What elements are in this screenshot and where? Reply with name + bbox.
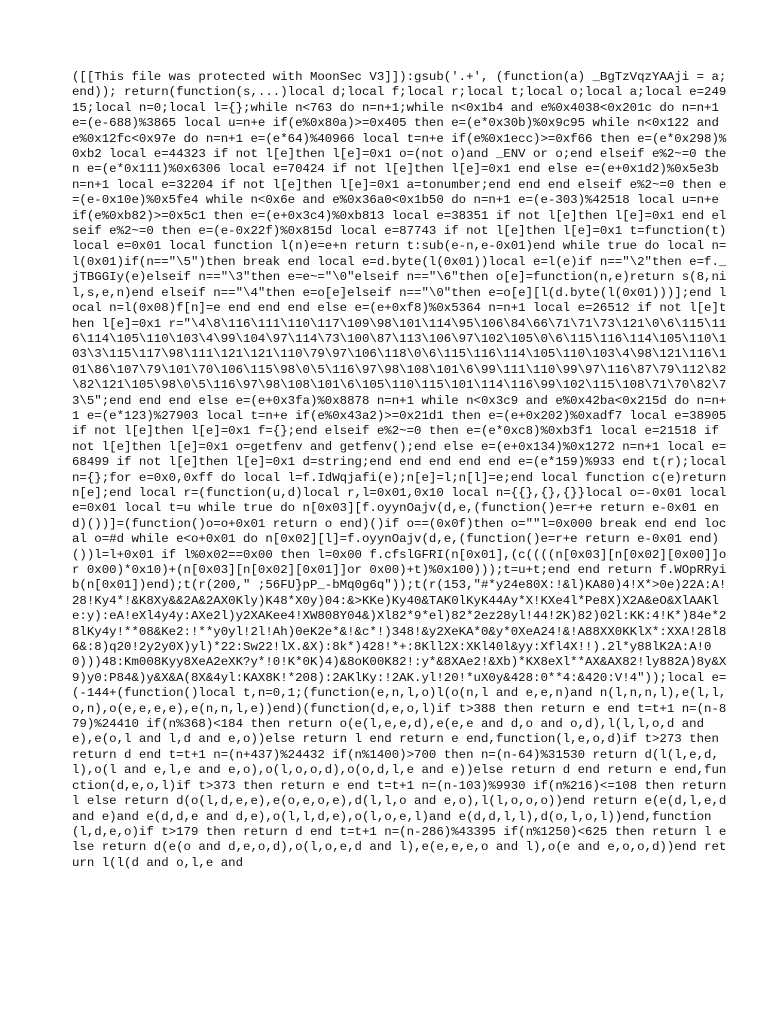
document-page xyxy=(72,70,732,950)
code-text-block: ([[This file was protected with MoonSec V3]]):gsub('.+', (function(a) _BgTzVqzYAAji = a; end)); return(function(s,...)local d;local f;local r;local t;local o;local a;local e=24915;local n=0;local l={};while n<763 do n=n+1;while n<0x1b4 and e%0x4038<0x201c do n=n+1 e=(e-688)%3865 local u=n+e if(e%0x80a)>=0x405 then e=(e*0x30b)%0x9c95 while n<0x122 and e%0x12fc<0x97e do n=n+1 e=(e*64)%40966 local t=n+e if(e%0x1ecc)>=0xf66 then e=(e*0x298)%0xb2 local e=44323 if not l[e]then l[e]=0x1 o=(not o)and _ENV or o;end elseif e%2~=0 then e=(e*0x111)%0x6306 local e=70424 if not l[e]then l[e]=0x1 end else e=(e+0x1d2)%0x5e3b n=n+1 local e=32204 if not l[e]then l[e]=0x1 a=tonumber;end end end elseif e%2~=0 then e=(e-0x10e)%0x5fe4 while n<0x6e and e%0x36a0<0x1b50 do n=n+1 e=(e-303)%42518 local u=n+e if(e%0xb82)>=0x5c1 then e=(e+0x3c4)%0xb813 local e=38351 if not l[e]then l[e]=0x1 end elseif e%2~=0 then e=(e-0x22f)%0x815d local e=87743 if not l[e]then l[e]=0x1 t=function(t)local e=0x01 local function l(n)e=e+n return t:sub(e-n,e-0x01)end while true do local n=l(0x01)if(n=="\5")then break end local e=d.byte(l(0x01))local e=l(e)if n=="\2"then e=f._jTBGGIy(e)elseif n=="\3"then e=e~="\0"elseif n=="\6"then o[e]=function(n,e)return s(8,nil,s,e,n)end elseif n=="\4"then e=o[e]elseif n=="\0"then e=o[e][l(d.byte(l(0x01)))];end local n=l(0x08)f[n]=e end end end else e=(e+0xf8)%0x5364 n=n+1 local e=26512 if not l[e]then l[e]=0x1 r="\4\8\116\111\110\117\109\98\101\114\95\106\84\66\71\71\73\121\0\6\115\116\114\105\110\103\4\99\104\97\114\73\100\87\113\106\97\102\105\0\6\115\116\114\105\110\103\3\115\117\98\111\121\121\110\79\97\106\118\0\6\115\116\114\105\110\103\4\98\121\116\101\86\107\79\101\70\106\115\98\0\5\116\97\98\108\101\6\99\111\110\99\97\116\87\79\112\82\82\121\105\98\0\5\116\97\98\108\101\6\105\110\115\101\114\116\99\102\115\108\71\70\82\73\5";end end end else e=(e+0x3fa)%0x8878 n=n+1 while n<0x3c9 and e%0x42ba<0x215d do n=n+1 e=(e*123)%27903 local t=n+e if(e%0x43a2)>=0x21d1 then e=(e+0x202)%0xadf7 local e=38905 if not l[e]then l[e]=0x1 f={};end elseif e%2~=0 then e=(e*0xc8)%0xb3f1 local e=21518 if not l[e]then l[e]=0x1 o=getfenv and getfenv();end else e=(e+0x134)%0x1272 n=n+1 local e=68499 if not l[e]then l[e]=0x1 d=string;end end end end end e=(e*159)%933 end t(r);local n={};for e=0x0,0xff do local l=f.IdWqjafi(e);n[e]=l;n[l]=e;end local function c(e)return n[e];end local r=(function(u,d)local r,l=0x01,0x10 local n={{},{},{}}local o=-0x01 local e=0x01 local t=u while true do n[0x03][f.oyynOajv(d,e,(function()e=r+e return e-0x01 end)())]=(function()o=o+0x01 return o end)()if o==(0x0f)then o=""l=0x000 break end end local o=#d while e<o+0x01 do n[0x02][l]=f.oyynOajv(d,e,(function()e=r+e return e-0x01 end)())l=l+0x01 if l%0x02==0x00 then l=0x00 f.cfslGFRI(n[0x01],(c((((n[0x03][n[0x02][0x00]]or 0x00)*0x10)+(n[0x03][n[0x02][0x01]]or 0x00)+t)%0x100)));t=u+t;end end return f.WOpRRyib(n[0x01])end);t(r(200," ;56FU}pP_-bMq0g6q"));t(r(153,"#*y24e80X:!&l)KA80)4!X*>0e)22A:A!28!Ky4*!&K8Xy&&2A&2AX0Kly)K48*X0y)04:&>KKe)Ky40&TAK0lKyK44Ay*X!KXe4l*Pe8X)X2A&eO&XlAAKle:y):eA!eXl4y4y:AXe2l)y2XAKee4!XW808Y04&)Xl82*9*el)82*2ez28yl!44!2K)82)02l:KK:4!K*)84e*28lKy4y!**08&Ke2:!**y0yl!2l!Ah)0eK2e*&!&c*!)348!&y2XeKA*0&y*0XeA24!&!A88XX0KKlX*:XXA!28l86&:8)q20!2y2y0X)yl)*22:Sw22!lX.&X):8k*)428!*+:8Kll2X:XKl40l&yy:Xfl4X!!).2l*y88lK2A:A!00)))48:Km008Kyy8XeA2eXK?y*!0!K*0K)4)&8oK00K82!:y*&8XAe2!&Xb)*KX8eXl**AX&AX82!ly882A)8y&X9)y0:P84&)y&X&A(8X&4yl:KAX8K!*208):2AKlKy:!2AK.yl!20!*uX0y&428:0**4:&420:V!4"));local e=(-144+(function()local t,n=0,1;(function(e,n,l,o)l(o(n,l and e,e,n)and n(l,n,n,l),e(l,l,o,n),o(e,e,e,e),e(n,n,l,e))end)(function(d,e,o,l)if t>388 then return e end t=t+1 n=(n-879)%24410 if(n%368)<184 then return o(e(l,e,e,d),e(e,e and d,o and o,d),l(l,l,o,d and e),e(o,l and l,d and e,o))else return l end return e end,function(l,e,o,d)if t>273 then return d end t=t+1 n=(n+437)%24432 if(n%1400)>700 then n=(n-64)%31530 return d(l(l,e,d,l),o(l and e,l,e and e,o),o(l,o,o,d),o(o,d,l,e and e))else return d end return e end,function(d,e,o,l)if t>373 then return e end t=t+1 n=(n-103)%9930 if(n%216)<=108 then return l else return d(o(l,d,e,e),e(o,e,o,e),d(l,l,o and e,o),l(l,o,o,o))end return e(e(d,l,e,d and e)and e(d,d,e and d,e),o(l,l,d,e),o(l,o,e,l)and e(d,d,l,l),d(o,l,o,l))end,function(l,d,e,o)if t>179 then return d end t=t+1 n=(n-286)%43395 if(n%1250)<625 then return l else return d(e(o and d,e,o,d),o(l,o,e,d and l),e(e,e,e,o and l),o(e and e,o,o,d))end return l(l(d and o,l,e and xyxy=(72,70,734,870)
